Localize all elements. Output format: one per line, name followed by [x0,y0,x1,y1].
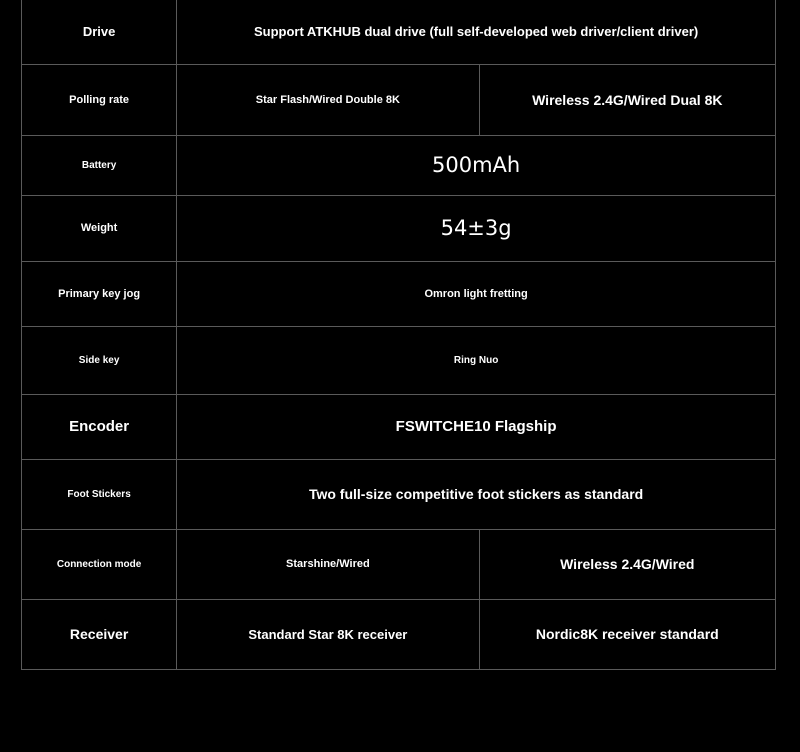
row-foot-stickers [22,459,776,529]
value-foot-stickers: Two full-size competitive foot stickers as standard [177,459,776,529]
label-polling-rate: Polling rate [22,64,177,135]
row-weight [22,195,776,261]
row-primary-key-jog [22,261,776,326]
value-side-key: Ring Nuo [177,326,776,394]
label-foot-stickers: Foot Stickers [22,459,177,529]
label-weight: Weight [22,195,177,261]
row-battery [22,135,776,195]
value-encoder: FSWITCHE10 Flagship [177,394,776,459]
value-battery: 500mAh [177,135,776,195]
row-side-key [22,326,776,394]
value-connection-mode-a: Starshine/Wired [177,529,479,599]
row-receiver [22,599,776,669]
value-receiver-b: Nordic8K receiver standard [479,599,775,669]
label-encoder: Encoder [22,394,177,459]
value-weight: 54±3g [177,195,776,261]
spec-table [21,0,776,670]
row-connection-mode [22,529,776,599]
value-polling-rate-a: Star Flash/Wired Double 8K [177,64,479,135]
value-polling-rate-b: Wireless 2.4G/Wired Dual 8K [479,64,775,135]
label-side-key: Side key [22,326,177,394]
label-battery: Battery [22,135,177,195]
value-receiver-a: Standard Star 8K receiver [177,599,479,669]
value-drive: Support ATKHUB dual drive (full self-developed web driver/client driver) [177,0,776,64]
label-drive: Drive [22,0,177,64]
value-connection-mode-b: Wireless 2.4G/Wired [479,529,775,599]
row-drive [22,0,776,64]
value-primary-key-jog: Omron light fretting [177,261,776,326]
label-primary-key-jog: Primary key jog [22,261,177,326]
row-polling-rate [22,64,776,135]
row-encoder [22,394,776,459]
label-receiver: Receiver [22,599,177,669]
label-connection-mode: Connection mode [22,529,177,599]
